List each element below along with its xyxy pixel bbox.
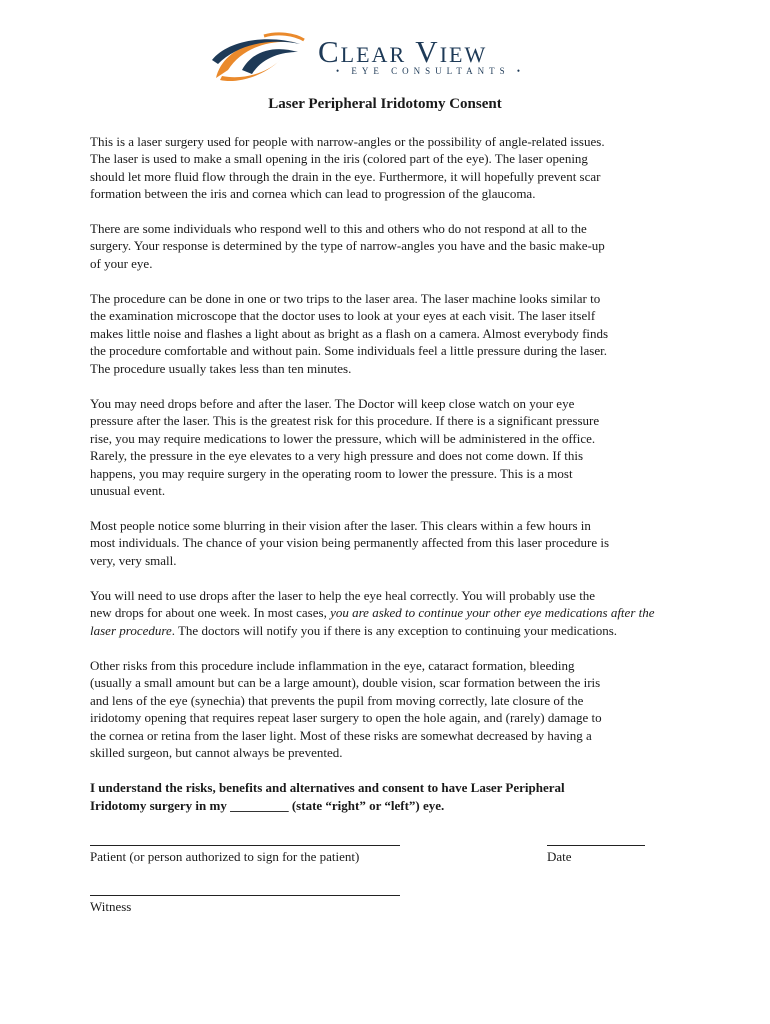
text-line: makes little noise and flashes a light about as bright as a flash on a camera. Almost everybody finds (90, 325, 609, 341)
text-line: most individuals. The chance of your vision being permanently affected from this laser procedure is (90, 535, 610, 551)
text-line: This is a laser surgery used for people with narrow-angles or the possibility of angle-related issues. (90, 134, 605, 149)
brand-subtitle: • EYE CONSULTANTS • (336, 66, 526, 76)
paragraph-other-risks (90, 657, 680, 761)
text-line: the examination microscope that the doctor uses to look at your eyes at each visit. The laser itself (90, 308, 596, 324)
text-line: happens, you may require surgery in the operating room to lower the pressure. This is a most (90, 465, 573, 481)
patient-signature-label: Patient (or person authorized to sign for the patient) (90, 849, 360, 864)
text-segment: new drops for about one week. In most cases, (90, 605, 331, 621)
paragraph-blurring (90, 517, 680, 569)
document-title: Laser Peripheral Iridotomy Consent (268, 96, 502, 112)
text-line: formation between the iris and cornea which can lead to progression of the glaucoma. (90, 186, 536, 202)
brand-name: Clear View (318, 34, 488, 69)
text-line (90, 604, 680, 621)
italic-text-segment: you are asked to continue your other eye medications after the (330, 605, 655, 621)
text-line (90, 622, 680, 639)
text-line: should let more fluid flow through the drain in the eye. Furthermore, it will hopefully prevent scar (90, 168, 601, 184)
text-line: I understand the risks, benefits and alternatives and consent to have Laser Peripheral (90, 780, 565, 795)
text-line: iridotomy opening that requires repeat laser surgery to open the hole again, and (rarely) damage to (90, 710, 602, 726)
consent-statement (90, 779, 680, 815)
text-line: Rarely, the pressure in the eye elevates to a very high pressure and does not come down. If this (90, 448, 584, 464)
witness-label: Witness (90, 899, 132, 914)
text-line: The laser is used to make a small opening in the iris (colored part of the eye). The laser opening (90, 151, 588, 167)
patient-signature-line[interactable] (90, 845, 400, 846)
text-line: surgery. Your response is determined by the type of narrow-angles you have and the basic make-up (90, 238, 605, 254)
date-signature-line[interactable] (547, 845, 645, 846)
text-line: You will need to use drops after the laser to help the eye heal correctly. You will probably use the (90, 588, 596, 603)
eye-logo-icon (208, 30, 308, 86)
text-line: skilled surgeon, but cannot always be prevented. (90, 745, 343, 761)
paragraph-procedure (90, 290, 680, 377)
text-line: the cornea or retina from the laser light. Most of these risks are somewhat decreased by having a (90, 727, 592, 743)
text-line: Most people notice some blurring in their vision after the laser. This clears within a few hours in (90, 518, 591, 533)
text-line: the procedure comfortable and without pain. Some individuals feel a little pressure during the laser. (90, 343, 607, 359)
date-label: Date (547, 849, 572, 864)
text-line: and lens of the eye (synechia) that prevents the pupil from moving correctly, late closure of the (90, 692, 584, 708)
clearview-logo (208, 30, 526, 86)
text-line: of your eye. (90, 255, 153, 271)
paragraph-intro (90, 133, 680, 203)
text-line: rise, you may require medications to lower the pressure, which will be administered in the office. (90, 430, 596, 446)
text-line: (usually a small amount but can be a large amount), double vision, scar formation between the iris (90, 675, 601, 691)
paragraph-drops (90, 587, 680, 639)
text-line: The procedure usually takes less than ten minutes. (90, 360, 352, 376)
text-line: You may need drops before and after the laser. The Doctor will keep close watch on your eye (90, 396, 575, 411)
text-line: Iridotomy surgery in my _________ (state “right” or “left”) eye. (90, 798, 445, 813)
text-line: unusual event. (90, 483, 166, 499)
italic-text-segment: laser procedure (90, 622, 172, 638)
text-segment: . The doctors will notify you if there is any exception to continuing your medications. (171, 622, 618, 638)
text-line: very, very small. (90, 552, 177, 568)
paragraph-pressure (90, 395, 680, 499)
text-line: pressure after the laser. This is the greatest risk for this procedure. If there is a significant pressure (90, 413, 600, 429)
text-line: There are some individuals who respond well to this and others who do not respond at all to the (90, 221, 587, 236)
witness-signature-line[interactable] (90, 895, 400, 896)
text-line: The procedure can be done in one or two trips to the laser area. The laser machine looks similar to (90, 291, 601, 306)
paragraph-response (90, 220, 680, 272)
text-line: Other risks from this procedure include inflammation in the eye, cataract formation, bleeding (90, 658, 575, 673)
